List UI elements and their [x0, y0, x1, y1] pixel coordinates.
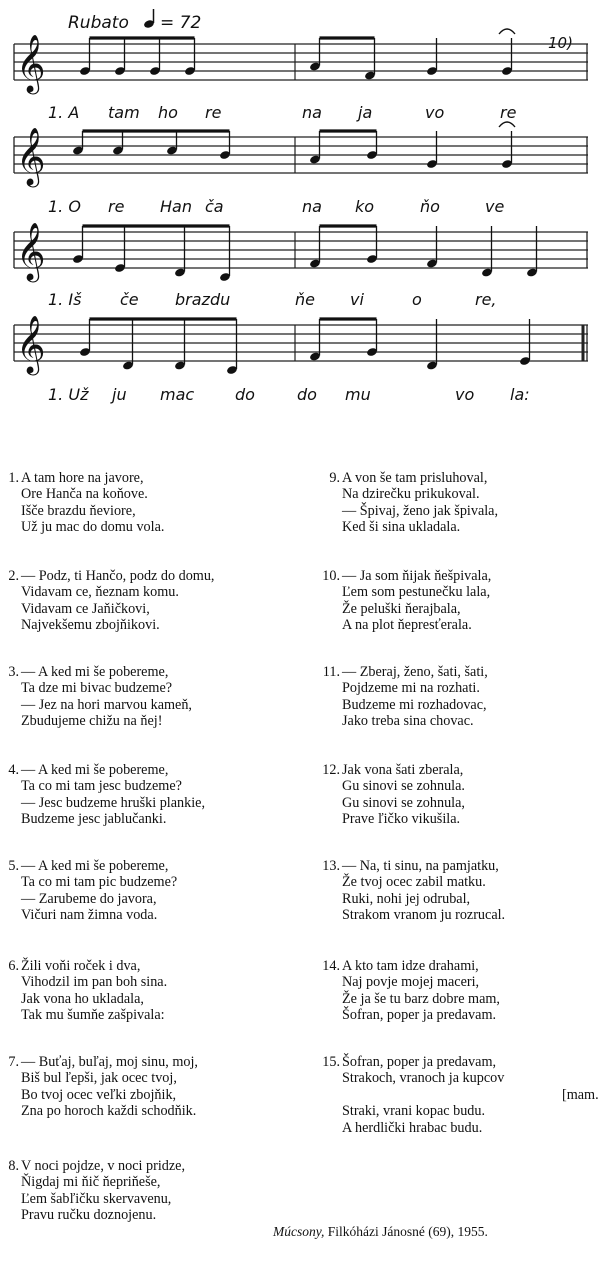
tempo-text: Rubato [68, 13, 129, 33]
stanza-line: Ta dze mi bivac budzeme? [21, 680, 173, 697]
stanza [329, 470, 499, 536]
stanza-line: — Zarubeme do javora, [21, 890, 157, 907]
treble-clef-icon: 𝄞 [16, 222, 46, 280]
stanza-line: Gu sinovi se zohnula. [342, 778, 465, 795]
stanza [8, 568, 215, 634]
lyric-syllable: 1. Iš [48, 290, 82, 309]
stanza-line: A tam hore na javore, [21, 470, 144, 486]
stanza-line: Pravu ručku doznojenu. [21, 1207, 157, 1224]
fermata-icon [499, 29, 515, 34]
stanza-line: A von še tam prisluhoval, [342, 470, 488, 486]
stanza-line: Gu sinovi se zohnula, [342, 794, 465, 811]
lyric-syllable: vo [455, 385, 475, 404]
stanza-line: Budzeme jesc jablučanki. [21, 811, 167, 828]
stanza-number: 10. [322, 568, 340, 584]
stanza-line: — Špivaj, ženo jak špivala, [342, 502, 499, 519]
lyric-syllable: 1. A [48, 103, 80, 122]
stanza-number: 6. [8, 958, 19, 974]
stanza-line: Ľem som pestunečku lala, [342, 584, 491, 601]
stanza [8, 858, 178, 924]
lyric-syllable: ja [358, 103, 373, 122]
stanza [8, 1054, 198, 1120]
stanza-number: 8. [8, 1158, 19, 1174]
lyric-syllable: ju [112, 385, 127, 404]
stanza-number: 9. [329, 470, 340, 486]
lyric-syllable: vo [425, 103, 445, 122]
stanza-line: Bo tvoj ocec veľki zbojňik, [21, 1086, 177, 1103]
stanza-line: Tak mu šumňe zašpivala: [21, 1007, 165, 1024]
stanza-line: Strakom vranom ju rozrucal. [342, 907, 506, 924]
stanza-line: Šofran, poper ja predavam. [342, 1007, 497, 1024]
stanza [8, 470, 165, 536]
lyric-syllable: re [500, 103, 517, 122]
stanza [8, 958, 168, 1024]
stanza-line: — A ked mi še pobereme, [21, 664, 169, 680]
stanza-line: Vidavam ce Jaňičkovi, [21, 600, 150, 617]
lyric-syllable: vi [350, 290, 364, 309]
treble-clef-icon: 𝄞 [16, 315, 46, 373]
credit-place: Múcsony, [273, 1224, 325, 1239]
stanza-line: Že tvoj ocec zabil matku. [342, 874, 486, 891]
lyric-syllable: na [302, 197, 322, 216]
stanza-line: Prave ľičko vikušila. [342, 811, 461, 828]
stanza-line: Ňigdaj mi ňič ňepriňeše, [21, 1174, 161, 1191]
stanza-line: Biš bul ľepši, jak ocec tvoj, [21, 1070, 177, 1087]
stanza-line: Už ju mac do domu vola. [21, 519, 165, 536]
measure-marker: 10) [548, 34, 573, 52]
lyric-syllable: do [297, 385, 317, 404]
stanza-number: 5. [8, 858, 19, 874]
stanza-line: A herdlički hrabac budu. [342, 1119, 483, 1136]
lyric-syllable: re [108, 197, 125, 216]
tempo-note-icon [143, 9, 155, 29]
lyric-syllable: ňo [420, 197, 440, 216]
stanza-number: 4. [8, 762, 19, 778]
stanza-number: 7. [8, 1054, 19, 1070]
stanza-line: Že peluški ňerajbala, [342, 600, 461, 617]
staff-system [14, 29, 588, 122]
stanza-line: Ta co mi tam jesc budzeme? [21, 778, 182, 795]
stanza-line: — Na, ti sinu, na pamjatku, [342, 858, 499, 874]
stanza [8, 762, 205, 828]
stanza-line: Straki, vrani kopac budu. [342, 1103, 486, 1120]
lyric-syllable: Han [160, 197, 192, 216]
staff-system [14, 122, 588, 216]
lyric-syllable: mu [345, 385, 371, 404]
stanza-line: Strakoch, vranoch ja kupcov [342, 1070, 505, 1087]
stanza-line: Vidavam ce, ňeznam komu. [21, 584, 179, 601]
stanza [322, 858, 506, 924]
lyric-syllable: na [302, 103, 322, 122]
staff-system [14, 222, 588, 309]
stanza-line: A kto tam idze drahami, [342, 958, 479, 974]
stanza-line: Išče brazdu ňeviore, [21, 502, 136, 519]
stanza-line: Ta co mi tam pic budzeme? [21, 874, 178, 891]
stanza-number: 15. [322, 1054, 340, 1070]
tempo-value: = 72 [160, 13, 202, 33]
stanza-line: — Ja som ňijak ňešpivala, [342, 568, 492, 584]
stanza-line: Jak vona ho ukladala, [21, 990, 144, 1007]
stanza [8, 1158, 186, 1224]
lyric-syllable: ho [158, 103, 178, 122]
stanza-line: — A ked mi še pobereme, [21, 858, 169, 874]
stanza [322, 664, 488, 730]
treble-clef-icon: 𝄞 [16, 34, 46, 92]
stanza-line: — A ked mi še pobereme, [21, 762, 169, 778]
stanza-line: Žili voňi roček i dva, [21, 958, 141, 974]
music-score [0, 0, 612, 420]
stanza-line: [mam. [562, 1086, 599, 1103]
stanza-line: Ore Hanča na koňove. [21, 486, 148, 503]
stanza-number: 11. [322, 664, 340, 680]
stanza-line: — Zberaj, ženo, šati, šati, [342, 664, 488, 680]
credit-details: Filkóházi Jánosné (69), 1955. [324, 1224, 488, 1239]
stanza-line: Ľem šabľičku skervavenu, [21, 1190, 172, 1207]
stanza [322, 1054, 599, 1136]
lyric-syllable: la: [510, 385, 530, 404]
stanza-number: 1. [8, 470, 19, 486]
stanza-line: Na dzirečku prikukoval. [342, 486, 480, 503]
staff-system [14, 315, 588, 404]
lyric-syllable: ve [485, 197, 505, 216]
stanza-line: Vihodzil im pan boh sina. [21, 974, 168, 991]
lyric-syllable: re, [475, 290, 497, 309]
stanza-line: Ked ši sina ukladala. [342, 519, 461, 536]
lyric-syllable: do [235, 385, 255, 404]
source-credit [273, 1224, 488, 1240]
lyric-syllable: če [120, 290, 139, 309]
stanza [322, 958, 500, 1024]
stanza-line: Jak vona šati zberala, [342, 762, 464, 778]
stanza-line: — Buťaj, buľaj, moj sinu, moj, [21, 1054, 198, 1070]
stanza-line: Pojdzeme mi na rozhati. [342, 680, 480, 697]
stanza-line: Zna po horoch každi schodňik. [21, 1103, 197, 1120]
stanza-number: 3. [8, 664, 19, 680]
stanza-line: — Jez na hori marvou kameň, [21, 696, 192, 713]
staff-systems [14, 29, 588, 404]
lyric-syllable: o [412, 290, 422, 309]
lyric-syllable: 1. Už [48, 385, 89, 404]
stanza-line: Ruki, nohi jej odrubal, [342, 890, 471, 907]
stanza-line: Zbudujeme chižu na ňej! [21, 713, 163, 730]
lyric-syllable: re [205, 103, 222, 122]
lyric-syllable: ňe [295, 290, 315, 309]
stanza-line: Vičuri nam žimna voda. [21, 907, 158, 924]
stanza-line: Budzeme mi rozhadovac, [342, 696, 487, 713]
stanza-line: Najvekšemu zbojňikovi. [21, 617, 160, 634]
stanza-number: 2. [8, 568, 19, 584]
lyric-syllable: ča [205, 197, 224, 216]
stanza [322, 762, 465, 828]
stanza-line: — Jesc budzeme hruški plankie, [21, 794, 205, 811]
stanza-line: — Podz, ti Hančo, podz do domu, [21, 568, 215, 584]
lyric-syllable: tam [108, 103, 140, 122]
stanza-number: 12. [322, 762, 340, 778]
stanza-number: 14. [322, 958, 340, 974]
stanza [8, 664, 192, 730]
stanza-line: Jako treba sina chovac. [342, 713, 474, 730]
treble-clef-icon: 𝄞 [16, 127, 46, 185]
stanza-line: Že ja še tu barz dobre mam, [342, 990, 500, 1007]
lyric-syllable: ko [355, 197, 375, 216]
lyric-syllable: brazdu [175, 290, 231, 309]
lyric-syllable: 1. O [48, 197, 81, 216]
stanza-line: Šofran, poper ja predavam, [342, 1054, 497, 1070]
stanza-line: Naj povje mojej maceri, [342, 974, 480, 991]
stanza [322, 568, 492, 634]
stanza-number: 13. [322, 858, 340, 874]
stanza-line: V noci pojdze, v noci pridze, [21, 1158, 186, 1174]
stanza-line: A na plot ňepresťerala. [342, 617, 472, 634]
lyric-syllable: mac [160, 385, 195, 404]
fermata-icon [499, 122, 515, 127]
